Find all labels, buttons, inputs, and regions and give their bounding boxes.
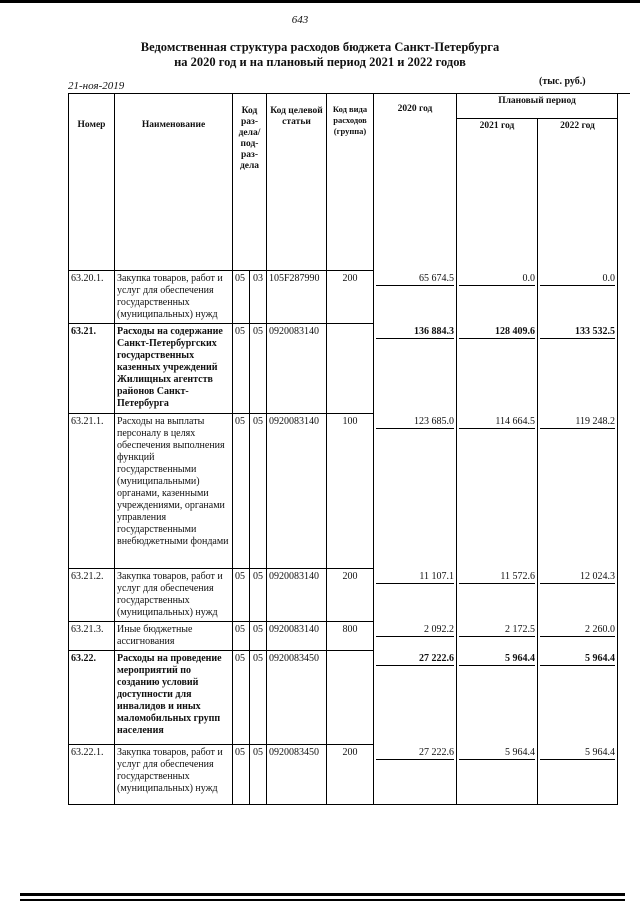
bottom-rule-2 bbox=[20, 899, 625, 901]
row-2020: 27 222.6 bbox=[374, 651, 457, 745]
table-row bbox=[69, 324, 618, 414]
row-2022: 5 964.4 bbox=[538, 745, 618, 805]
row-2022: 5 964.4 bbox=[538, 651, 618, 745]
header-number: Номер bbox=[69, 94, 115, 174]
row-2020: 123 685.0 bbox=[374, 414, 457, 569]
row-name: Закупка товаров, работ и услуг для обеспечения государственных (муниципальных) нужд bbox=[115, 569, 233, 622]
header-exp-type: Код вида расходов (группа) bbox=[327, 94, 374, 174]
header-2021: 2021 год bbox=[457, 119, 538, 175]
document-title bbox=[0, 40, 640, 70]
row-2021: 5 964.4 bbox=[457, 651, 538, 745]
header-section: Код раз-дела/ под-раз-дела bbox=[233, 94, 267, 174]
row-section: 05 bbox=[233, 271, 250, 324]
row-exp-type: 800 bbox=[327, 622, 374, 651]
header-2020: 2020 год bbox=[374, 94, 457, 174]
header-name: Наименование bbox=[115, 94, 233, 174]
row-subsection: 05 bbox=[250, 414, 267, 569]
row-2020: 27 222.6 bbox=[374, 745, 457, 805]
row-2022: 2 260.0 bbox=[538, 622, 618, 651]
document-date: 21-ноя-2019 bbox=[68, 80, 125, 92]
row-target: 0920083140 bbox=[267, 414, 327, 569]
row-number: 63.21.1. bbox=[69, 414, 115, 569]
budget-table bbox=[68, 94, 618, 805]
row-2021: 2 172.5 bbox=[457, 622, 538, 651]
row-subsection: 05 bbox=[250, 569, 267, 622]
row-section: 05 bbox=[233, 324, 250, 414]
row-target: 0920083450 bbox=[267, 745, 327, 805]
row-exp-type bbox=[327, 324, 374, 414]
row-number: 63.20.1. bbox=[69, 271, 115, 324]
row-subsection: 05 bbox=[250, 651, 267, 745]
header-planned: Плановый период bbox=[457, 94, 618, 119]
row-2022: 133 532.5 bbox=[538, 324, 618, 414]
row-2021: 5 964.4 bbox=[457, 745, 538, 805]
row-exp-type: 200 bbox=[327, 569, 374, 622]
row-subsection: 05 bbox=[250, 745, 267, 805]
header-2022: 2022 год bbox=[538, 119, 618, 175]
row-2022: 0.0 bbox=[538, 271, 618, 324]
row-name: Закупка товаров, работ и услуг для обеспечения государственных (муниципальных) нужд bbox=[115, 271, 233, 324]
row-number: 63.21.2. bbox=[69, 569, 115, 622]
header-target: Код целевой статьи bbox=[267, 94, 327, 174]
row-2020: 11 107.1 bbox=[374, 569, 457, 622]
row-exp-type: 100 bbox=[327, 414, 374, 569]
row-target: 0920083140 bbox=[267, 569, 327, 622]
page-number: 643 bbox=[291, 14, 309, 26]
row-subsection: 03 bbox=[250, 271, 267, 324]
row-exp-type: 200 bbox=[327, 745, 374, 805]
row-section: 05 bbox=[233, 651, 250, 745]
row-subsection: 05 bbox=[250, 324, 267, 414]
row-name: Расходы на выплаты персоналу в целях обеспечения выполнения функций государственными (муниципальными) органами, казенными учреждениями, органами управления государственными внебюджетными фондами bbox=[115, 414, 233, 569]
row-number: 63.21.3. bbox=[69, 622, 115, 651]
title-line-1: Ведомственная структура расходов бюджета Санкт-Петербурга bbox=[140, 40, 500, 54]
row-target: 0920083450 bbox=[267, 651, 327, 745]
table-row bbox=[69, 745, 618, 805]
row-number: 63.22. bbox=[69, 651, 115, 745]
row-2022: 119 248.2 bbox=[538, 414, 618, 569]
row-2022: 12 024.3 bbox=[538, 569, 618, 622]
row-2021: 0.0 bbox=[457, 271, 538, 324]
row-exp-type bbox=[327, 651, 374, 745]
row-2021: 114 664.5 bbox=[457, 414, 538, 569]
title-line-2: на 2020 год и на плановый период 2021 и 2022 годов bbox=[174, 55, 466, 69]
row-section: 05 bbox=[233, 569, 250, 622]
row-name: Закупка товаров, работ и услуг для обеспечения государственных (муниципальных) нужд bbox=[115, 745, 233, 805]
row-target: 105F287990 bbox=[267, 271, 327, 324]
units-label: (тыс. руб.) bbox=[539, 76, 586, 87]
row-name: Расходы на проведение мероприятий по созданию условий доступности для инвалидов и иных маломобильных групп населения bbox=[115, 651, 233, 745]
table-row bbox=[69, 651, 618, 745]
table-row bbox=[69, 414, 618, 569]
row-name: Иные бюджетные ассигнования bbox=[115, 622, 233, 651]
table-row bbox=[69, 271, 618, 324]
row-2021: 11 572.6 bbox=[457, 569, 538, 622]
row-section: 05 bbox=[233, 414, 250, 569]
row-section: 05 bbox=[233, 745, 250, 805]
row-target: 0920083140 bbox=[267, 324, 327, 414]
top-rule bbox=[0, 0, 640, 3]
row-exp-type: 200 bbox=[327, 271, 374, 324]
bottom-rule bbox=[20, 893, 625, 896]
row-subsection: 05 bbox=[250, 622, 267, 651]
row-2021: 128 409.6 bbox=[457, 324, 538, 414]
table-row bbox=[69, 569, 618, 622]
row-2020: 65 674.5 bbox=[374, 271, 457, 324]
row-2020: 2 092.2 bbox=[374, 622, 457, 651]
row-number: 63.22.1. bbox=[69, 745, 115, 805]
table-row bbox=[69, 622, 618, 651]
row-section: 05 bbox=[233, 622, 250, 651]
row-number: 63.21. bbox=[69, 324, 115, 414]
row-2020: 136 884.3 bbox=[374, 324, 457, 414]
row-target: 0920083140 bbox=[267, 622, 327, 651]
row-name: Расходы на содержание Санкт-Петербургских государственных казенных учреждений Жилищных агентств районов Санкт-Петербурга bbox=[115, 324, 233, 414]
